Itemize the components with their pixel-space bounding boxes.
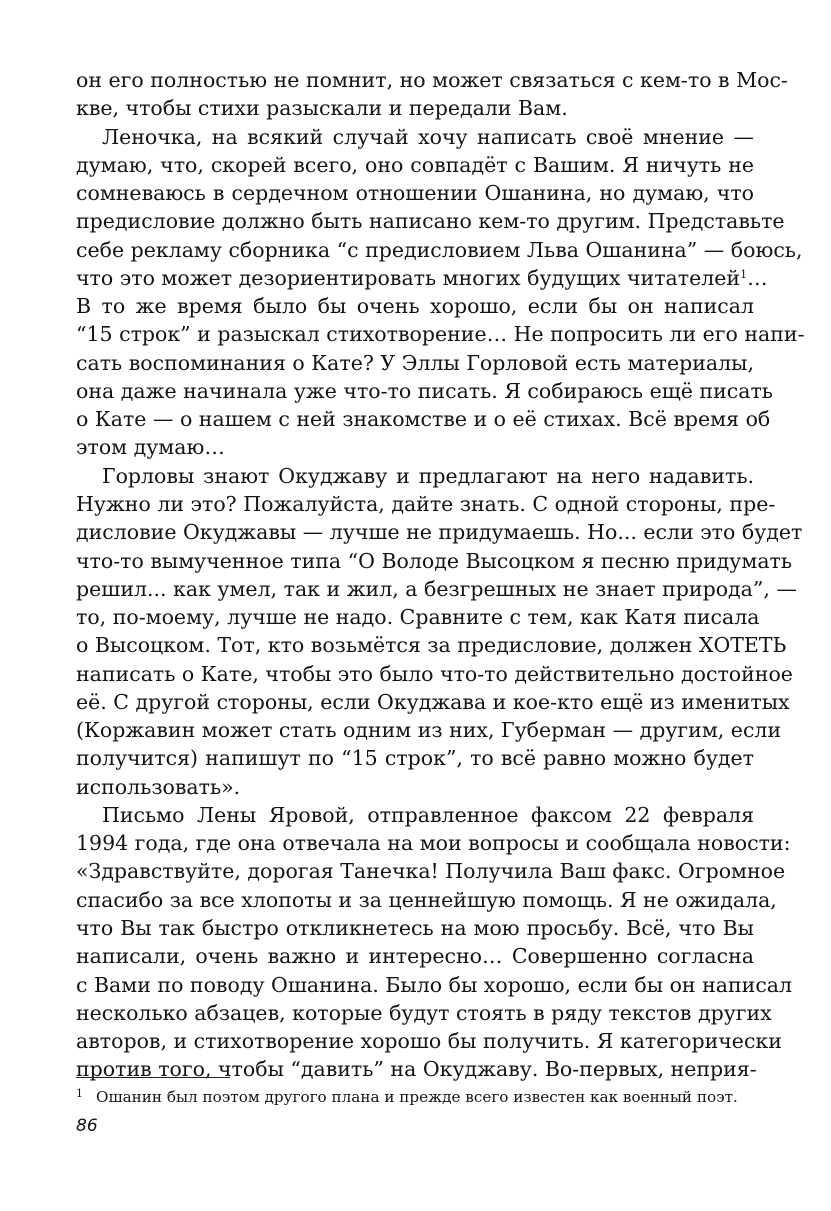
ellipsis: … xyxy=(747,265,768,290)
footnote xyxy=(76,1084,756,1107)
text-line: с Вами по поводу Ошанина. Было бы хорошо, если бы он написал xyxy=(76,972,793,997)
text-line: кве, чтобы стихи разыскали и передали Вам. xyxy=(76,96,568,121)
text-line: о Высоцком. Тот, кто возьмётся за предисловие, должен ХОТЕТЬ xyxy=(76,633,787,658)
footnote-divider xyxy=(76,1077,230,1078)
body-text xyxy=(76,66,805,1084)
text-line-content: что это может дезориентировать многих будущих читателей xyxy=(76,265,741,290)
text-line: 1994 года, где она отвечала на мои вопросы и сообщала новости: xyxy=(76,831,791,856)
page-number: 86 xyxy=(76,1116,98,1136)
text-line: то, по-моему, лучше не надо. Сравните с тем, как Катя писала xyxy=(76,605,760,630)
text-line: несколько абзацев, которые будут стоять в ряду текстов других xyxy=(76,1000,772,1025)
text-line: В то же время было бы очень хорошо, если бы он написал xyxy=(76,294,754,319)
text-line: «Здравствуйте, дорогая Танечка! Получила Ваш факс. Огромное xyxy=(76,859,786,884)
text-line: (Коржавин может стать одним из них, Губерман — другим, если xyxy=(76,718,782,743)
text-line: написать о Кате, чтобы это было что-то действительно достойное xyxy=(76,661,793,686)
text-line: Нужно ли это? Пожалуйста, дайте знать. С одной стороны, пре- xyxy=(76,491,776,516)
text-line: против того, чтобы “давить” на Окуджаву. Во-первых, неприя- xyxy=(76,1057,757,1082)
text-line: этом думаю… xyxy=(76,435,225,460)
text-line: она даже начинала уже что-то писать. Я собираюсь ещё писать xyxy=(76,378,773,403)
text-line: он его полностью не помнит, но может связаться с кем-то в Мос- xyxy=(76,68,788,92)
footnote-reference[interactable]: 1 xyxy=(740,267,748,281)
text-line: сомневаюсь в сердечном отношении Ошанина, но думаю, что xyxy=(76,181,754,206)
footnote-marker: 1 xyxy=(76,1087,83,1100)
text-line: получится) напишут по “15 строк”, то всё равно можно будет xyxy=(76,746,754,771)
text-line: что-то вымученное типа “О Володе Высоцком я песню придумать xyxy=(76,548,793,573)
text-line: о Кате — о нашем с ней знакомстве и о её стихах. Всё время об xyxy=(76,407,771,432)
text-line: решил... как умел, так и жил, а безгрешных не знает природа”, — xyxy=(76,576,797,601)
footnote-text: Ошанин был поэтом другого плана и прежде всего известен как военный поэт. xyxy=(96,1088,738,1106)
text-line: сать воспоминания о Кате? У Эллы Горловой есть материалы, xyxy=(76,350,754,375)
text-line: дисловие Окуджавы — лучше не придумаешь. Но... если это будет xyxy=(76,520,803,545)
text-line: предисловие должно быть написано кем-то другим. Представьте xyxy=(76,209,785,234)
text-line: что Вы так быстро откликнетесь на мою просьбу. Всё, что Вы xyxy=(76,915,754,940)
text-line: “15 строк” и разыскал стихотворение… Не попросить ли его напи- xyxy=(76,322,805,347)
text-line: думаю, что, скорей всего, оно совпадёт с Вашим. Я ничуть не xyxy=(76,152,754,177)
text-line: использовать». xyxy=(76,774,241,799)
text-line: себе рекламу сборника “с предисловием Льва Ошанина” — боюсь, xyxy=(76,237,803,262)
text-line: её. С другой стороны, если Окуджава и кое-кто ещё из именитых xyxy=(76,689,790,714)
text-line: Леночка, на всякий случай хочу написать своё мнение — xyxy=(102,124,754,149)
text-line: Письмо Лены Яровой, отправленное факсом 22 февраля xyxy=(102,802,754,827)
text-line: авторов, и стихотворение хорошо бы получить. Я категорически xyxy=(76,1029,782,1054)
text-line-with-footnote-ref xyxy=(76,264,768,292)
text-line: написали, очень важно и интересно… Совершенно согласна xyxy=(76,944,754,969)
text-line: спасибо за все хлопоты и за ценнейшую помощь. Я не ожидала, xyxy=(76,887,777,912)
text-line: Горловы знают Окуджаву и предлагают на него надавить. xyxy=(102,463,754,488)
